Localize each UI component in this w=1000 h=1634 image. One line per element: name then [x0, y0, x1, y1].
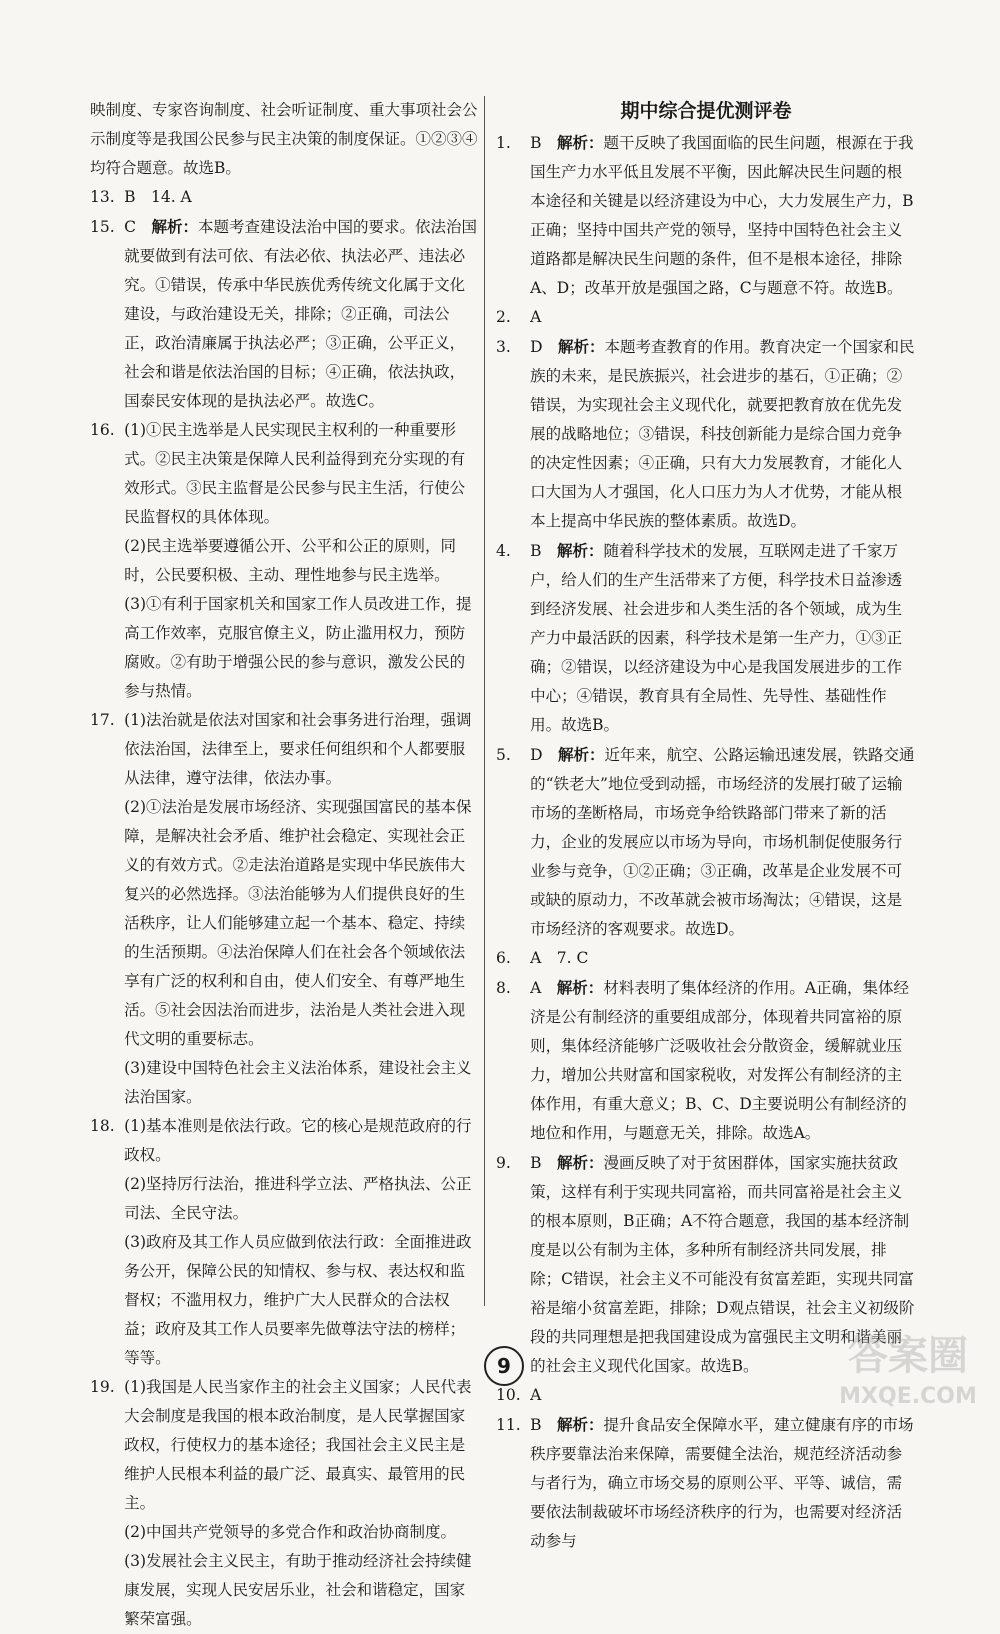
watermark-logo	[828, 1323, 988, 1413]
question-number: 11.	[496, 1416, 521, 1434]
answer-entry	[90, 1170, 478, 1228]
answer-entry	[90, 1547, 478, 1634]
question-number: 13.	[90, 188, 115, 206]
answer-text: D	[530, 746, 559, 764]
analysis-label: 解析：	[558, 745, 605, 764]
question-number: 17.	[90, 711, 115, 729]
answer-entry	[90, 96, 478, 183]
answer-text: 随着科学技术的发展，互联网走进了千家万户，给人们的生产生活带来了方便，科学技术日益渗透到经济发展、社会进步和人类生活的各个领域，成为生产力中最活跃的因素，科学技术是第一生产力，①③正确；②错误，以经济建设为中心是我国发展进步的工作中心；④错误，教育具有全局性、先导性、基础性作用。故选B。	[530, 542, 903, 734]
answer-text: 提升食品安全保障水平，建立健康有序的市场秩序要靠法治来保障，需要健全法治，规范经济活动参与者行为，确立市场交易的原则公平、平等、诚信，需要依法制裁破坏市场经济秩序的行为，也需要对经济活动参与	[530, 1416, 914, 1550]
section-title: 期中综合提优测评卷	[620, 100, 792, 122]
answer-entry	[496, 128, 916, 303]
svg-text:答案圈: 答案圈	[848, 1333, 968, 1379]
answer-entry	[496, 332, 916, 536]
answer-entry	[90, 706, 478, 793]
answer-entry	[90, 590, 478, 706]
question-number: 4.	[496, 542, 511, 560]
answer-text: B	[530, 542, 557, 560]
answer-entry	[496, 303, 916, 332]
answer-text: 本题考查教育的作用。教育决定一个国家和民族的未来，是民族振兴，社会进步的基石，①正确；②错误，为实现社会主义现代化，就要把教育放在优先发展的战略地位；③错误，科技创新能力是综合国力竞争的决定性因素；④正确，只有大力发展教育，才能化人口大国为人才强国，化人口压力为人才优势，才能从根本上提高中华民族的整体素质。故选D。	[530, 338, 915, 530]
question-number: 1.	[496, 134, 511, 152]
answer-text: (1)①民主选举是人民实现民主权利的一种重要形式。②民主决策是保障人民利益得到充分实现的有效形式。③民主监督是公民参与民主生活，行使公民监督权的具体体现。	[124, 421, 466, 526]
analysis-label: 解析：	[151, 217, 198, 236]
answer-text: A	[530, 308, 542, 326]
left-column	[90, 96, 478, 1634]
answer-text: 本题考查建设法治中国的要求。依法治国就要做到有法可依、有法必依、执法必严、违法必究。①错误，传承中华民族优秀传统文化属于文化建设，与政治建设无关，排除；②正确，司法公正，政治清廉属于执法必严；③正确，公平正义，社会和谐是依法治国的目标；④正确，依法执政，国泰民安体现的是执法必严。故选C。	[124, 218, 477, 410]
answer-text: (1)基本准则是依法行政。它的核心是规范政府的行政权。	[124, 1117, 472, 1164]
question-number: 18.	[90, 1117, 115, 1135]
analysis-label: 解析：	[556, 978, 604, 997]
answer-text: (2)民主选举要遵循公开、公平和公正的原则，同时，公民要积极、主动、理性地参与民主选举。	[124, 537, 457, 584]
answer-text: (3)政府及其工作人员应做到依法行政：全面推进政务公开，保障公民的知情权、参与权、表达权和监督权；不滥用权力，维护广大人民群众的合法权益；政府及其工作人员要率先做尊法守法的榜样；等等。	[124, 1233, 472, 1367]
analysis-label: 解析：	[556, 1153, 604, 1172]
question-number: 9.	[496, 1154, 511, 1172]
answer-entry	[496, 1410, 916, 1556]
analysis-label: 解析：	[558, 337, 605, 356]
question-number: 2.	[496, 308, 511, 326]
answer-text: B	[530, 1416, 557, 1434]
answer-entry	[90, 1054, 478, 1112]
answer-text: 漫画反映了对于贫困群体，国家实施扶贫政策，这样有利于实现共同富裕，而共同富裕是社会主义的根本原则，B正确；A不符合题意，我国的基本经济制度是以公有制为主体，多种所有制经济共同发展，排除；C错误，社会主义不可能没有贫富差距，实现共同富裕是缩小贫富差距，排除；D观点错误，社会主义初级阶段的共同理想是把我国建设成为富强民主文明和谐美丽的社会主义现代化国家。故选B。	[530, 1154, 915, 1375]
answer-text: 近年来，航空、公路运输迅速发展，铁路交通的“铁老大”地位受到动摇，市场经济的发展打破了运输市场的垄断格局，市场竞争给铁路部门带来了新的活力，企业的发展应以市场为导向，市场机制促使服务行业参与竞争，①②正确；③正确，改革是企业发展不可或缺的原动力，不改革就会被市场淘汰；④错误，这是市场经济的客观要求。故选D。	[530, 746, 915, 938]
answer-text: (3)建设中国特色社会主义法治体系，建设社会主义法治国家。	[124, 1059, 472, 1106]
analysis-label: 解析：	[556, 1415, 604, 1434]
answer-text: A	[530, 1386, 542, 1404]
question-number: 16.	[90, 421, 115, 439]
question-number: 19.	[90, 1378, 115, 1396]
analysis-label: 解析：	[556, 541, 604, 560]
question-number: 5.	[496, 746, 511, 764]
answer-text: (1)我国是人民当家作主的社会主义国家；人民代表大会制度是我国的根本政治制度，是人民掌握国家政权，行使权力的基本途径；我国社会主义民主是维护人民根本利益的最广泛、最真实、最管用的民主。	[124, 1378, 472, 1512]
question-number: 8.	[496, 979, 511, 997]
answer-text: 映制度、专家咨询制度、社会听证制度、重大事项社会公示制度等是我国公民参与民主决策的制度保证。①②③④均符合题意。故选B。	[90, 101, 478, 177]
answer-entry	[90, 532, 478, 590]
answer-entry	[496, 973, 916, 1148]
answer-entry	[90, 1518, 478, 1547]
answer-entry	[90, 183, 478, 212]
question-number: 6.	[496, 949, 511, 967]
answer-text: D	[530, 338, 559, 356]
answer-entry	[90, 1373, 478, 1518]
page-number: 9	[484, 1346, 524, 1386]
question-number: 10.	[496, 1386, 521, 1404]
answer-text: (2)中国共产党领导的多党合作和政治协商制度。	[124, 1523, 457, 1541]
question-number: 3.	[496, 338, 511, 356]
answer-text: (3)①有利于国家机关和国家工作人员改进工作，提高工作效率，克服官僚主义，防止滥用权力，预防腐败。②有助于增强公民的参与意识，激发公民的参与热情。	[124, 595, 472, 700]
answer-text: A	[530, 979, 557, 997]
analysis-label: 解析：	[556, 133, 604, 152]
answer-entry	[496, 740, 916, 944]
answer-text: B 14. A	[124, 188, 192, 206]
question-number: 15.	[90, 218, 115, 236]
answer-entry	[90, 1112, 478, 1170]
answer-text: A 7. C	[530, 949, 589, 967]
answer-text: C	[124, 218, 152, 236]
answer-text: (2)坚持厉行法治，推进科学立法、严格执法、公正司法、全民守法。	[124, 1175, 472, 1222]
column-divider	[484, 96, 485, 1306]
answer-text: B	[530, 1154, 557, 1172]
answer-entry	[90, 212, 478, 416]
svg-text:MXQE.COM: MXQE.COM	[839, 1384, 977, 1409]
answer-entry	[90, 1228, 478, 1373]
answer-entry	[496, 944, 916, 973]
answer-text: (2)①法治是发展市场经济、实现强国富民的基本保障，是解决社会矛盾、维护社会稳定、实现社会正义的有效方式。②走法治道路是实现中华民族伟大复兴的必然选择。③法治能够为人们提供良好的生活秩序，让人们能够建立起一个基本、稳定、持续的生活预期。④法治保障人们在社会各个领域依法享有广泛的权利和自由，使人们安全、有尊严地生活。⑤社会因法治而进步，法治是人类社会进入现代文明的重要标志。	[124, 798, 472, 1048]
answer-entry	[90, 416, 478, 532]
answer-text: 材料表明了集体经济的作用。A正确，集体经济是公有制经济的重要组成部分，体现着共同富裕的原则，集体经济能够广泛吸收社会分散资金，缓解就业压力，增加公共财富和国家税收，对发挥公有制经济的主体作用，有重大意义；B、C、D主要说明公有制经济的地位和作用，与题意无关，排除。故选A。	[530, 979, 910, 1142]
answer-entry	[496, 536, 916, 740]
answer-text: (1)法治就是依法对国家和社会事务进行治理，强调依法治国，法律至上，要求任何组织和个人都要服从法律，遵守法律，依法办事。	[124, 711, 472, 787]
answer-text: (3)发展社会主义民主，有助于推动经济社会持续健康发展，实现人民安居乐业，社会和谐稳定，国家繁荣富强。	[124, 1552, 472, 1628]
answer-entry	[90, 793, 478, 1054]
answer-text: B	[530, 134, 557, 152]
answer-text: 题干反映了我国面临的民生问题，根源在于我国生产力水平低且发展不平衡，因此解决民生问题的根本途径和关键是以经济建设为中心，大力发展生产力，B正确；坚持中国共产党的领导，坚持中国特色社会主义道路都是解决民生问题的条件，但不是根本途径，排除A、D；改革开放是强国之路，C与题意不符。故选B。	[530, 134, 914, 297]
